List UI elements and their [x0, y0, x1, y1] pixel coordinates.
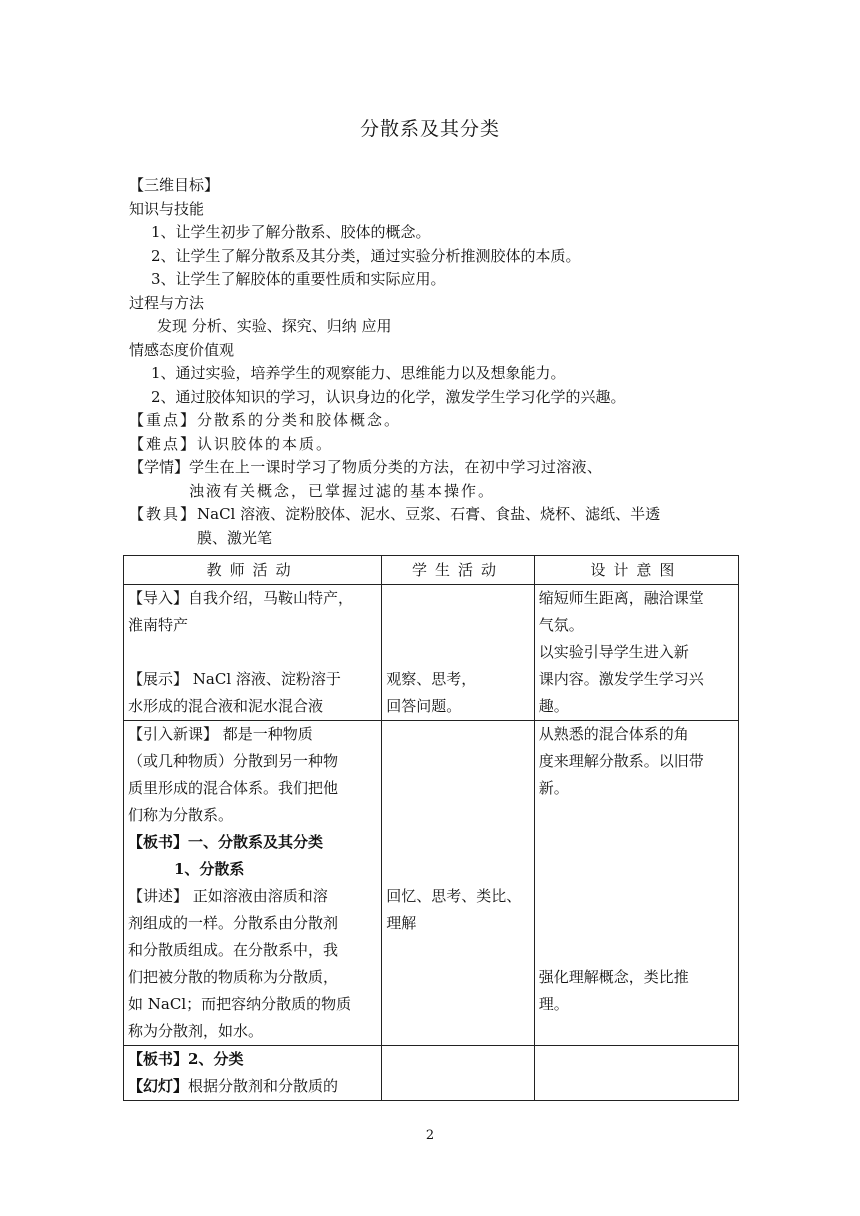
knowledge-item-1: 1、让学生初步了解分散系、胶体的概念。: [151, 223, 431, 241]
lecture-line: 如 NaCl；而把容纳分散质的物质: [128, 995, 352, 1013]
lecture-line: 和分散质组成。在分散系中，我: [128, 941, 339, 959]
learning-line-2: 浊液有关概念，已掌握过滤的基本操作。: [189, 481, 496, 500]
table-row: [124, 721, 739, 1046]
row1-intent-line: 趣。: [538, 697, 569, 715]
knowledge-item-3: 3、让学生了解胶体的重要性质和实际应用。: [151, 270, 446, 288]
header-teacher: 教师活动: [124, 556, 382, 585]
row2-teacher: [124, 721, 382, 1046]
intro-text-2: 淮南特产: [128, 616, 189, 634]
learning-line-1: 学生在上一课时学习了物质分类的方法，在初中学习过溶液、: [189, 458, 603, 476]
row2-teacher-line: 们称为分散系。: [128, 806, 234, 824]
row2-intent-line: 新。: [538, 779, 569, 797]
slide-tag: 【幻灯】: [128, 1077, 189, 1095]
row2-teacher-line: 【引入新课】 都是一种物质: [128, 725, 313, 743]
table-header-row: [124, 556, 739, 585]
row2-intent-line: 从熟悉的混合体系的角: [538, 725, 689, 743]
objectives-section: [129, 174, 739, 550]
table-row: [124, 1046, 739, 1101]
header-intent: 设计意图: [534, 556, 738, 585]
lecture-line: 【讲述】 正如溶液由溶质和溶: [128, 887, 328, 905]
intro-text: 自我介绍，马鞍山特产，: [188, 589, 354, 607]
difficulty: [129, 433, 739, 457]
learning-situation: [129, 456, 739, 503]
emotion-item-2: 2、通过胶体知识的学习，认识身边的化学，激发学生学习化学的兴趣。: [151, 387, 626, 406]
knowledge-item-2: 2、让学生了解分散系及其分类，通过实验分析推测胶体的本质。: [151, 246, 581, 265]
lecture-line: 称为分散剂，如水。: [128, 1022, 264, 1040]
learning-tag: 【学情】: [129, 458, 190, 476]
row2-teacher-line: （或几种物质）分散到另一种物: [128, 752, 339, 770]
row2-intent-line: 理。: [538, 995, 569, 1013]
board-classification: 【板书】2、分类: [128, 1050, 244, 1068]
table-row: [124, 585, 739, 721]
row2-intent-line: 强化理解概念，类比推: [538, 968, 689, 986]
show-text-2: 水形成的混合液和泥水混合液: [128, 697, 324, 715]
page-title: 分散系及其分类: [359, 118, 500, 140]
show-text: NaCl 溶液、淀粉溶于: [188, 670, 341, 688]
row1-teacher: [124, 585, 382, 721]
lecture-line: 剂组成的一样。分散系由分散剂: [128, 914, 339, 932]
row1-intent-line: 以实验引导学生进入新: [538, 643, 689, 661]
row2-intent-line: 度来理解分散系。以旧带: [538, 752, 704, 770]
emotion-item-1: 1、通过实验，培养学生的观察能力、思维能力以及想象能力。: [151, 364, 566, 382]
row1-intent-line: 缩短师生距离，融洽课堂: [538, 589, 704, 607]
knowledge-title: 知识与技能: [129, 199, 205, 218]
lesson-table: [123, 555, 739, 1101]
key-point-tag: 【重点】: [129, 411, 198, 429]
emotion-title: 情感态度价值观: [129, 340, 235, 359]
row2-student: [382, 721, 535, 1046]
board-subtitle: 1、分散系: [174, 860, 245, 878]
row2-student-line-1: 回忆、思考、类比、: [386, 887, 522, 905]
lecture-line: 们把被分散的物质称为分散质，: [128, 968, 339, 986]
row1-student: [382, 585, 535, 721]
tools-tag: 【教具】: [129, 505, 198, 523]
board-title: 【板书】一、分散系及其分类: [128, 833, 324, 851]
show-tag: 【展示】: [128, 670, 189, 688]
tools-line-2: 膜、激光笔: [197, 528, 273, 547]
intro-tag: 【导入】: [128, 589, 189, 607]
row1-intent: [534, 585, 738, 721]
row3-teacher: [124, 1046, 382, 1101]
row2-teacher-line: 质里形成的混合体系。我们把他: [128, 779, 339, 797]
row3-student: [382, 1046, 535, 1101]
slide-text: 根据分散剂和分散质的: [188, 1077, 339, 1095]
row1-intent-line: 课内容。激发学生学习兴: [538, 670, 704, 688]
objectives-header: 【三维目标】: [129, 176, 220, 194]
header-student: 学生活动: [382, 556, 535, 585]
key-point: [129, 409, 739, 433]
row2-student-line-2: 理解: [386, 914, 417, 932]
process-title: 过程与方法: [129, 293, 205, 312]
row3-intent: [534, 1046, 738, 1101]
difficulty-text: 认识胶体的本质。: [197, 434, 334, 453]
row1-student-line-1: 观察、思考，: [386, 670, 477, 688]
key-point-text: 分散系的分类和胶体概念。: [197, 411, 402, 429]
tools-line-1: NaCl 溶液、淀粉胶体、泥水、豆浆、石膏、食盐、烧杯、滤纸、半透: [197, 505, 661, 523]
row2-intent: [534, 721, 738, 1046]
teaching-tools: [129, 503, 739, 550]
difficulty-tag: 【难点】: [129, 434, 198, 453]
row1-student-line-2: 回答问题。: [386, 697, 462, 715]
process-text: 发现 分析、实验、探究、归纳 应用: [157, 317, 392, 335]
row1-intent-line: 气氛。: [538, 616, 584, 634]
page-number: 2: [425, 1128, 435, 1143]
